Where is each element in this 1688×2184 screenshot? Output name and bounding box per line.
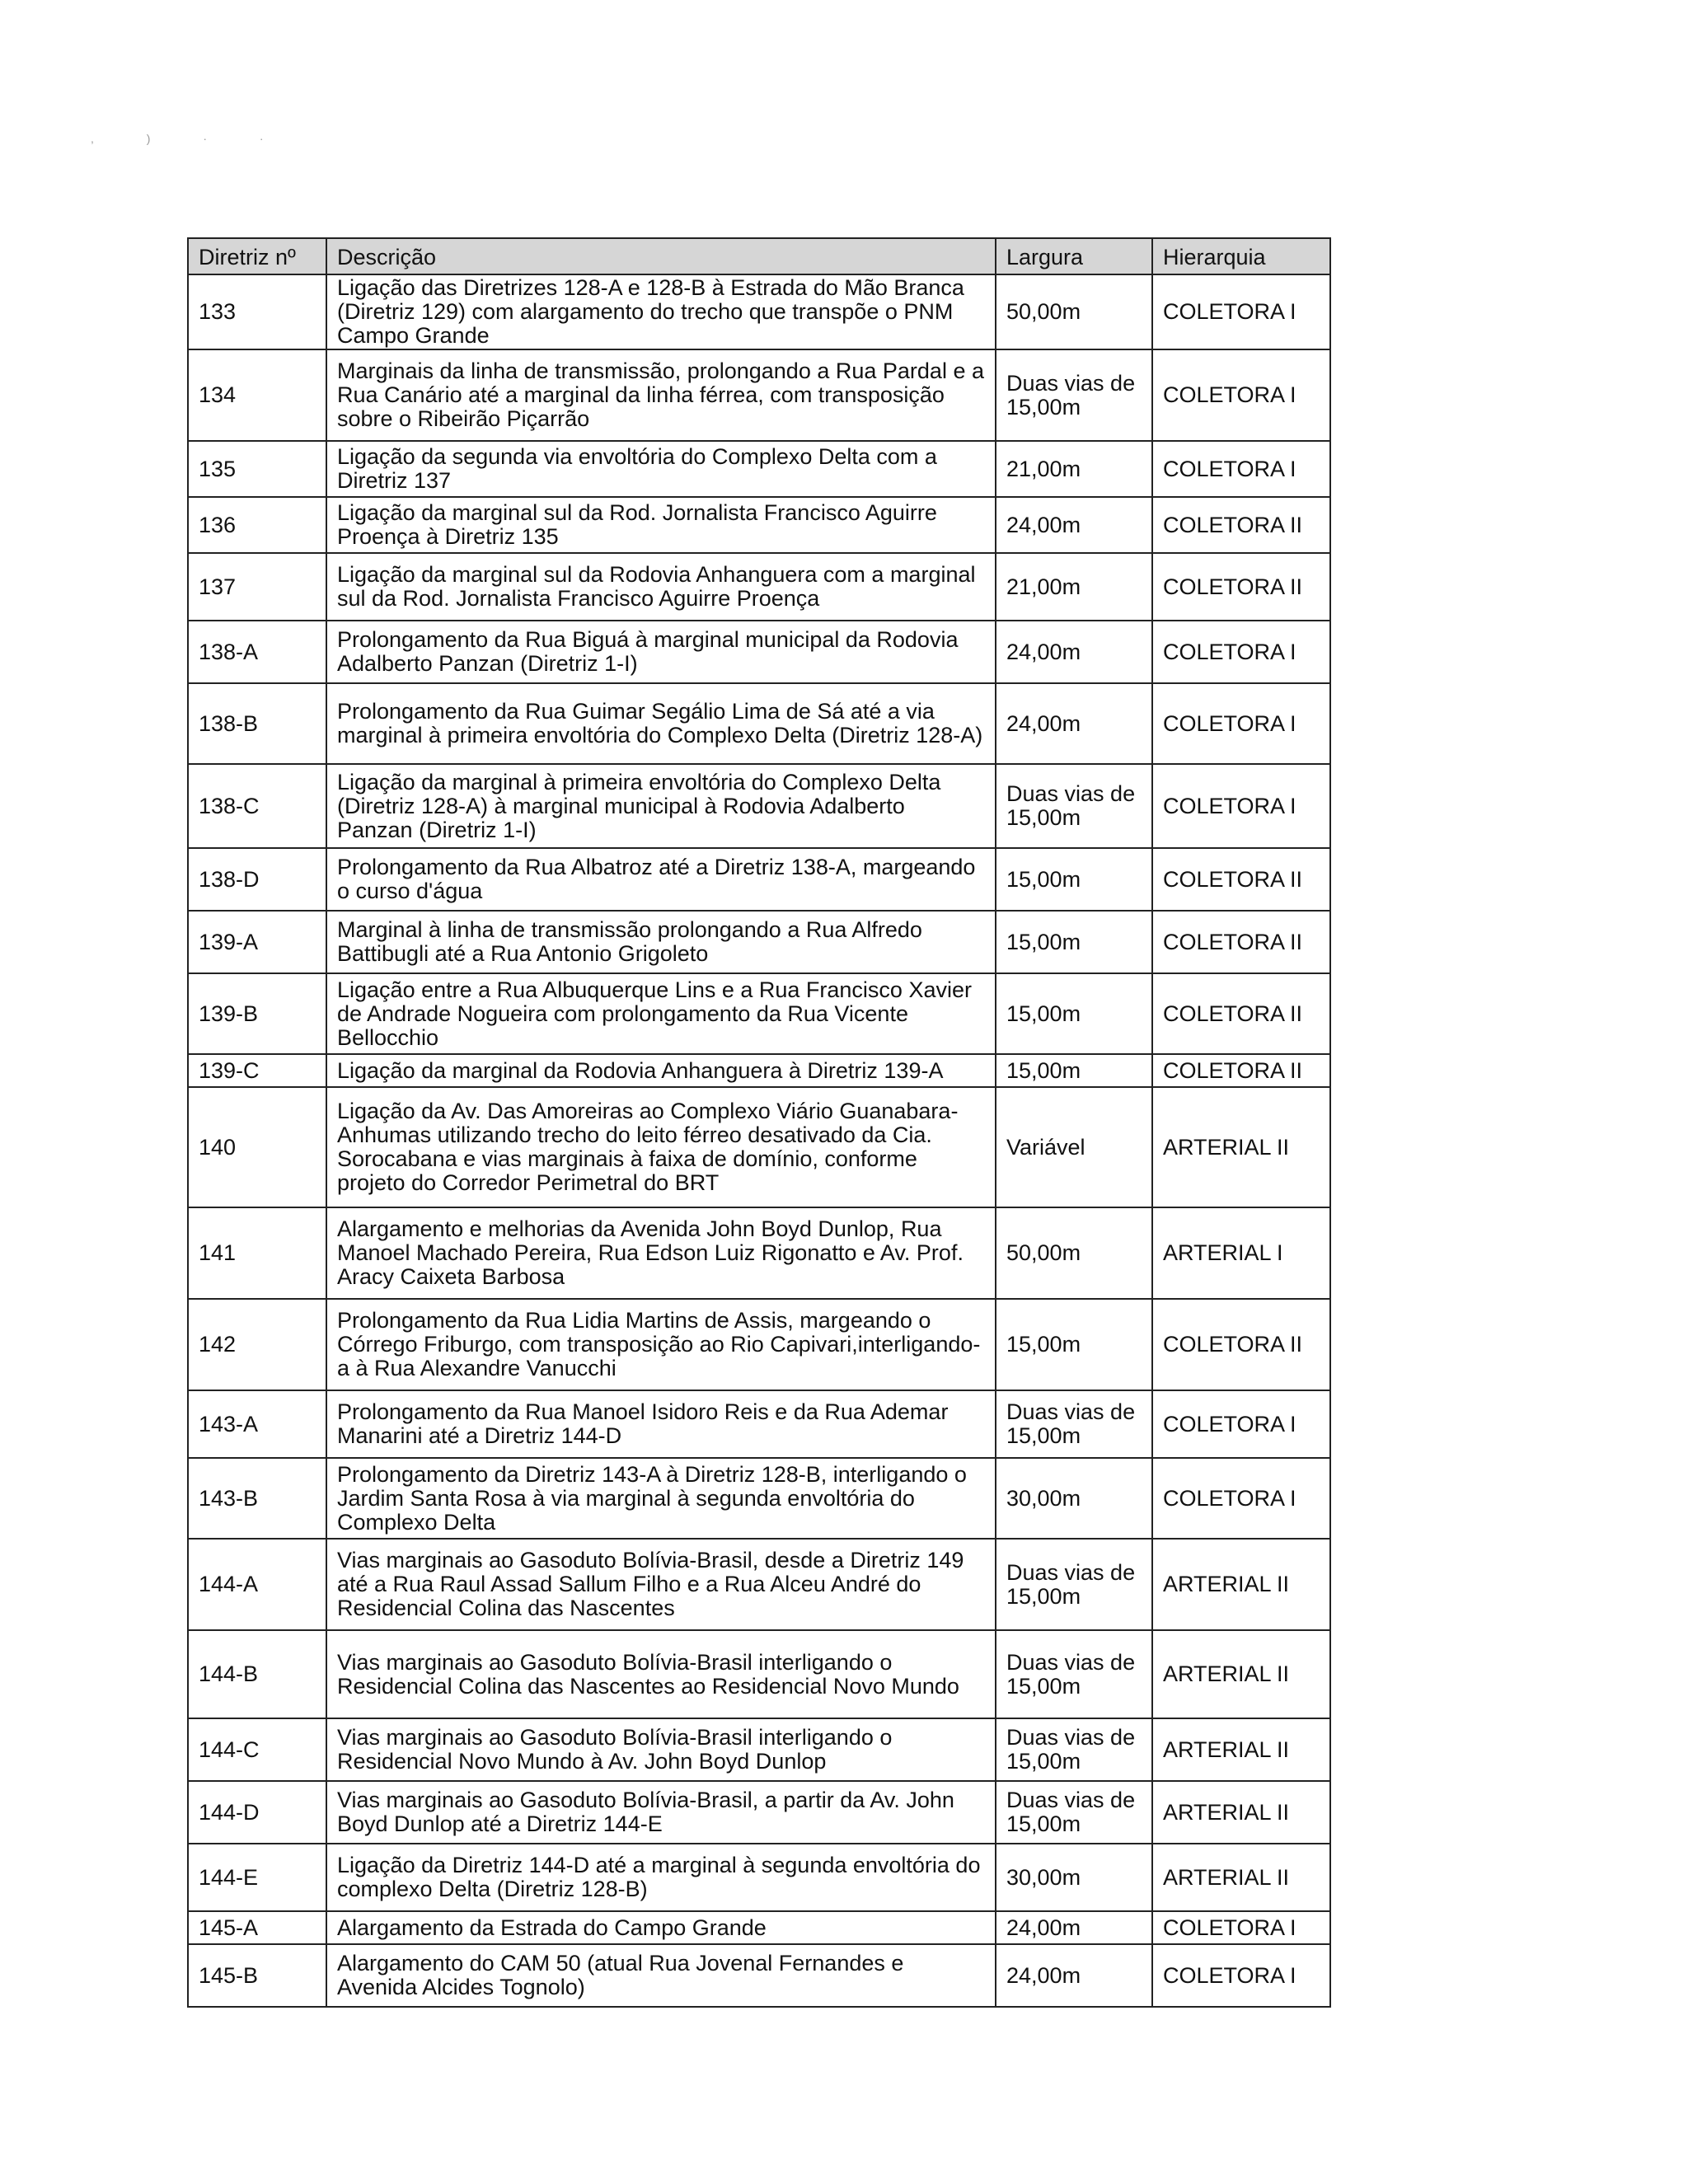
cell-hierarquia: ARTERIAL I — [1152, 1207, 1330, 1299]
cell-largura: Variável — [996, 1087, 1152, 1207]
cell-diretriz: 142 — [188, 1299, 326, 1390]
table-row — [188, 1087, 1330, 1207]
cell-largura: Duas vias de 15,00m — [996, 349, 1152, 441]
cell-hierarquia: COLETORA II — [1152, 1299, 1330, 1390]
cell-diretriz: 141 — [188, 1207, 326, 1299]
cell-largura: 50,00m — [996, 274, 1152, 349]
cell-descricao: Ligação entre a Rua Albuquerque Lins e a Rua Francisco Xavier de Andrade Nogueira com prolongamento da Rua Vicente Bellocchio — [326, 973, 996, 1054]
cell-largura: 24,00m — [996, 1944, 1152, 2007]
cell-largura: Duas vias de 15,00m — [996, 1718, 1152, 1781]
cell-descricao: Marginal à linha de transmissão prolongando a Rua Alfredo Battibugli até a Rua Antonio Grigoleto — [326, 911, 996, 973]
table-row — [188, 497, 1330, 553]
cell-diretriz: 136 — [188, 497, 326, 553]
cell-descricao: Ligação das Diretrizes 128-A e 128-B à Estrada do Mão Branca (Diretriz 129) com alargamento do trecho que transpõe o PNM Campo Grande — [326, 274, 996, 349]
table-row — [188, 1054, 1330, 1087]
cell-largura: 21,00m — [996, 441, 1152, 497]
table-row — [188, 274, 1330, 349]
cell-diretriz: 143-B — [188, 1458, 326, 1539]
cell-diretriz: 145-B — [188, 1944, 326, 2007]
cell-largura: 15,00m — [996, 1299, 1152, 1390]
cell-largura: Duas vias de 15,00m — [996, 1781, 1152, 1844]
cell-hierarquia: COLETORA II — [1152, 973, 1330, 1054]
cell-hierarquia: COLETORA I — [1152, 1911, 1330, 1944]
cell-hierarquia: COLETORA I — [1152, 1458, 1330, 1539]
cell-largura: 30,00m — [996, 1458, 1152, 1539]
cell-descricao: Ligação da marginal sul da Rod. Jornalista Francisco Aguirre Proença à Diretriz 135 — [326, 497, 996, 553]
cell-hierarquia: COLETORA I — [1152, 274, 1330, 349]
header-hierarquia: Hierarquia — [1152, 238, 1330, 274]
cell-diretriz: 139-C — [188, 1054, 326, 1087]
table-row — [188, 1844, 1330, 1911]
table-row — [188, 1299, 1330, 1390]
cell-descricao: Alargamento da Estrada do Campo Grande — [326, 1911, 996, 1944]
table-row — [188, 1718, 1330, 1781]
cell-diretriz: 138-C — [188, 764, 326, 848]
table-row — [188, 1944, 1330, 2007]
cell-diretriz: 139-B — [188, 973, 326, 1054]
cell-largura: Duas vias de 15,00m — [996, 1390, 1152, 1458]
cell-hierarquia: COLETORA II — [1152, 848, 1330, 911]
cell-descricao: Ligação da Diretriz 144-D até a marginal à segunda envoltória do complexo Delta (Diretriz 128-B) — [326, 1844, 996, 1911]
cell-diretriz: 138-A — [188, 621, 326, 683]
cell-largura: 24,00m — [996, 497, 1152, 553]
cell-diretriz: 137 — [188, 553, 326, 621]
cell-diretriz: 144-E — [188, 1844, 326, 1911]
cell-diretriz: 139-A — [188, 911, 326, 973]
cell-descricao: Prolongamento da Rua Biguá à marginal municipal da Rodovia Adalberto Panzan (Diretriz 1-I) — [326, 621, 996, 683]
table-row — [188, 1911, 1330, 1944]
table-row — [188, 1781, 1330, 1844]
table-row — [188, 1207, 1330, 1299]
cell-diretriz: 140 — [188, 1087, 326, 1207]
cell-descricao: Prolongamento da Rua Guimar Segálio Lima de Sá até a via marginal à primeira envoltória do Complexo Delta (Diretriz 128-A) — [326, 683, 996, 764]
table-row — [188, 553, 1330, 621]
cell-descricao: Ligação da Av. Das Amoreiras ao Complexo Viário Guanabara-Anhumas utilizando trecho do leito férreo desativado da Cia. Sorocabana e vias marginais à faixa de domínio, conforme projeto do Corredor Perimetral do BRT — [326, 1087, 996, 1207]
cell-descricao: Vias marginais ao Gasoduto Bolívia-Brasil, a partir da Av. John Boyd Dunlop até a Diretriz 144-E — [326, 1781, 996, 1844]
cell-descricao: Ligação da marginal à primeira envoltória do Complexo Delta (Diretriz 128-A) à marginal municipal à Rodovia Adalberto Panzan (Diretriz 1-I) — [326, 764, 996, 848]
table-row — [188, 911, 1330, 973]
cell-largura: 24,00m — [996, 1911, 1152, 1944]
cell-largura: Duas vias de 15,00m — [996, 764, 1152, 848]
cell-largura: 15,00m — [996, 911, 1152, 973]
cell-diretriz: 144-D — [188, 1781, 326, 1844]
cell-hierarquia: ARTERIAL II — [1152, 1718, 1330, 1781]
cell-hierarquia: COLETORA II — [1152, 553, 1330, 621]
cell-diretriz: 144-B — [188, 1630, 326, 1718]
cell-diretriz: 144-A — [188, 1539, 326, 1630]
table-row — [188, 1390, 1330, 1458]
table-row — [188, 621, 1330, 683]
table-row — [188, 764, 1330, 848]
cell-hierarquia: ARTERIAL II — [1152, 1844, 1330, 1911]
header-descricao: Descrição — [326, 238, 996, 274]
cell-largura: 15,00m — [996, 973, 1152, 1054]
cell-largura: 24,00m — [996, 683, 1152, 764]
cell-descricao: Marginais da linha de transmissão, prolongando a Rua Pardal e a Rua Canário até a marginal da linha férrea, com transposição sobre o Ribeirão Piçarrão — [326, 349, 996, 441]
cell-descricao: Alargamento do CAM 50 (atual Rua Jovenal Fernandes e Avenida Alcides Tognolo) — [326, 1944, 996, 2007]
table-row — [188, 848, 1330, 911]
cell-descricao: Prolongamento da Rua Manoel Isidoro Reis e da Rua Ademar Manarini até a Diretriz 144-D — [326, 1390, 996, 1458]
table-header-row — [188, 238, 1330, 274]
table-row — [188, 1630, 1330, 1718]
cell-hierarquia: COLETORA I — [1152, 441, 1330, 497]
table-row — [188, 1539, 1330, 1630]
cell-descricao: Ligação da marginal da Rodovia Anhanguera à Diretriz 139-A — [326, 1054, 996, 1087]
cell-descricao: Vias marginais ao Gasoduto Bolívia-Brasil, desde a Diretriz 149 até a Rua Raul Assad Sallum Filho e a Rua Alceu André do Residencial Colina das Nascentes — [326, 1539, 996, 1630]
cell-descricao: Vias marginais ao Gasoduto Bolívia-Brasil interligando o Residencial Colina das Nascentes ao Residencial Novo Mundo — [326, 1630, 996, 1718]
cell-diretriz: 134 — [188, 349, 326, 441]
cell-diretriz: 144-C — [188, 1718, 326, 1781]
table-row — [188, 1458, 1330, 1539]
table-row — [188, 683, 1330, 764]
cell-descricao: Alargamento e melhorias da Avenida John Boyd Dunlop, Rua Manoel Machado Pereira, Rua Edson Luiz Rigonatto e Av. Prof. Aracy Caixeta Barbosa — [326, 1207, 996, 1299]
cell-hierarquia: ARTERIAL II — [1152, 1087, 1330, 1207]
table-row — [188, 349, 1330, 441]
header-diretriz: Diretriz nº — [188, 238, 326, 274]
cell-largura: 50,00m — [996, 1207, 1152, 1299]
cell-hierarquia: COLETORA I — [1152, 764, 1330, 848]
cell-hierarquia: COLETORA II — [1152, 1054, 1330, 1087]
cell-hierarquia: COLETORA II — [1152, 911, 1330, 973]
cell-hierarquia: ARTERIAL II — [1152, 1781, 1330, 1844]
cell-hierarquia: COLETORA I — [1152, 621, 1330, 683]
cell-largura: 24,00m — [996, 621, 1152, 683]
cell-descricao: Prolongamento da Rua Albatroz até a Diretriz 138-A, margeando o curso d'água — [326, 848, 996, 911]
header-largura: Largura — [996, 238, 1152, 274]
table-row — [188, 441, 1330, 497]
cell-diretriz: 133 — [188, 274, 326, 349]
scan-marks: , ) · · — [91, 132, 288, 145]
cell-largura: Duas vias de 15,00m — [996, 1539, 1152, 1630]
cell-hierarquia: COLETORA I — [1152, 1390, 1330, 1458]
cell-descricao: Vias marginais ao Gasoduto Bolívia-Brasil interligando o Residencial Novo Mundo à Av. John Boyd Dunlop — [326, 1718, 996, 1781]
cell-hierarquia: ARTERIAL II — [1152, 1630, 1330, 1718]
table-row — [188, 973, 1330, 1054]
cell-hierarquia: ARTERIAL II — [1152, 1539, 1330, 1630]
cell-hierarquia: COLETORA I — [1152, 683, 1330, 764]
cell-hierarquia: COLETORA I — [1152, 349, 1330, 441]
cell-hierarquia: COLETORA I — [1152, 1944, 1330, 2007]
cell-descricao: Ligação da segunda via envoltória do Complexo Delta com a Diretriz 137 — [326, 441, 996, 497]
cell-diretriz: 138-B — [188, 683, 326, 764]
cell-largura: 15,00m — [996, 848, 1152, 911]
cell-descricao: Prolongamento da Rua Lidia Martins de Assis, margeando o Córrego Friburgo, com transposição ao Rio Capivari,interligando-a à Rua Alexandre Vanucchi — [326, 1299, 996, 1390]
cell-diretriz: 145-A — [188, 1911, 326, 1944]
cell-descricao: Prolongamento da Diretriz 143-A à Diretriz 128-B, interligando o Jardim Santa Rosa à via marginal à segunda envoltória do Complexo Delta — [326, 1458, 996, 1539]
diretrizes-table — [187, 237, 1331, 2008]
cell-hierarquia: COLETORA II — [1152, 497, 1330, 553]
cell-largura: 30,00m — [996, 1844, 1152, 1911]
cell-largura: 21,00m — [996, 553, 1152, 621]
cell-diretriz: 135 — [188, 441, 326, 497]
cell-descricao: Ligação da marginal sul da Rodovia Anhanguera com a marginal sul da Rod. Jornalista Francisco Aguirre Proença — [326, 553, 996, 621]
cell-diretriz: 143-A — [188, 1390, 326, 1458]
cell-largura: Duas vias de 15,00m — [996, 1630, 1152, 1718]
cell-diretriz: 138-D — [188, 848, 326, 911]
cell-largura: 15,00m — [996, 1054, 1152, 1087]
